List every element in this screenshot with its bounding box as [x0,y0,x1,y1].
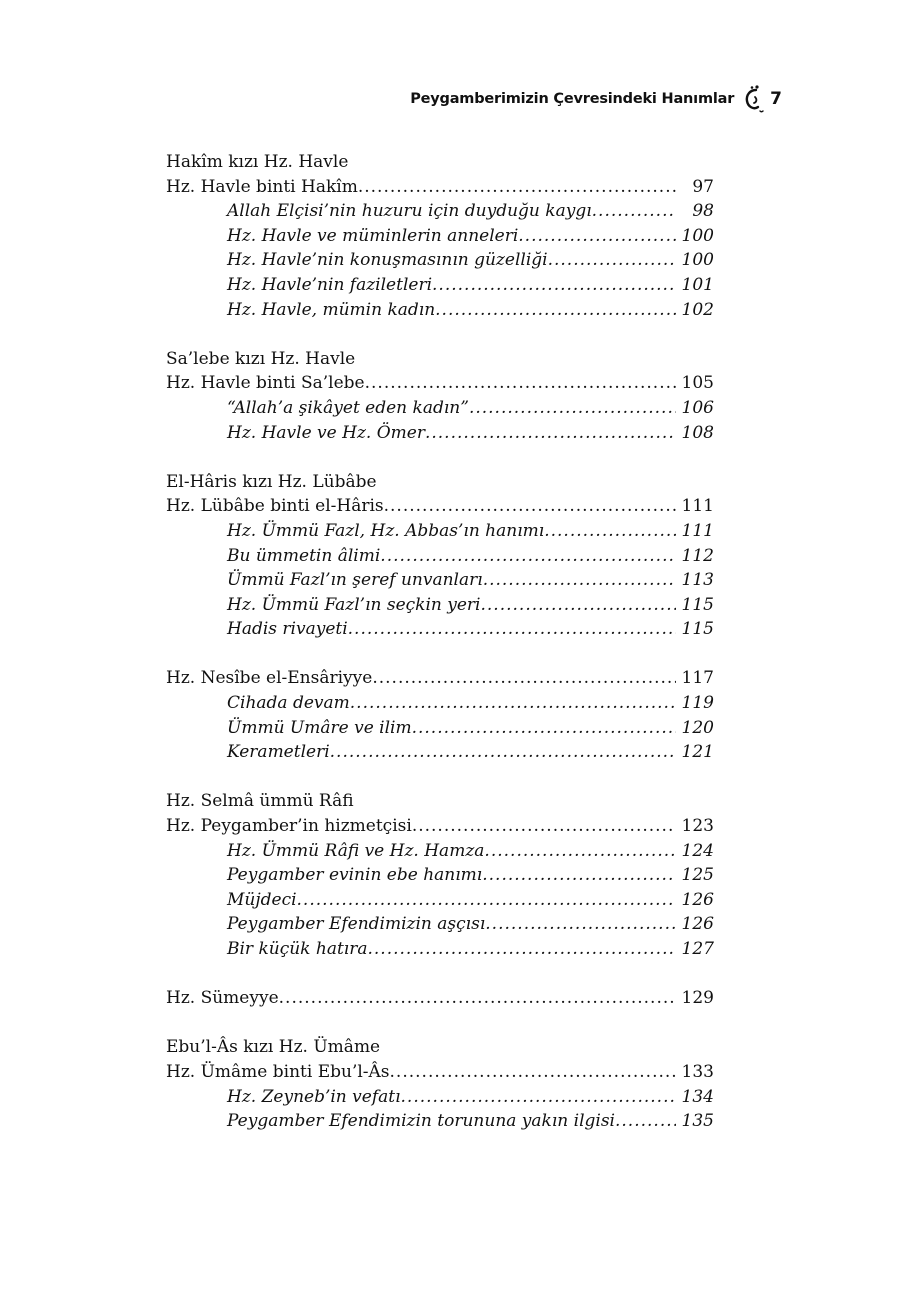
toc-sub-entry [166,273,714,298]
toc-sub-entry [166,888,714,913]
page-ref: 101 [681,274,714,295]
entry-title: Hz. Havle’nin faziletleri [227,274,433,295]
running-header [410,84,782,114]
entry-title: Hz. Ümmü Fazl, Hz. Abbas’ın hanımı [227,520,545,541]
toc-main-entry [166,175,714,200]
page-ref: 98 [692,201,714,222]
page-ref: 106 [681,397,714,418]
toc-section [166,666,714,764]
dot-leader [384,494,676,519]
entry-title: Hz. Nesîbe el-Ensâriyye [166,668,373,689]
toc-sub-entry [166,248,714,273]
page-ref: 105 [681,373,714,394]
page-ref: 133 [681,1061,714,1082]
toc-sub-entry [166,224,714,249]
section-heading-text: Ebu’l-Âs kızı Hz. Ümâme [166,1037,381,1058]
toc-sub-entry [166,519,714,544]
dot-leader [390,1060,676,1085]
toc-sub-entry [166,568,714,593]
page-ref: 127 [681,939,714,959]
dot-leader [469,396,676,421]
toc-sub-entry [166,740,714,765]
toc-section [166,150,714,322]
page-ref: 135 [681,1111,714,1132]
section-heading-text: Hz. Selmâ ümmü Râfi [166,791,354,812]
toc-section [166,1035,714,1133]
toc-section [166,986,714,1011]
entry-title: Bir küçük hatıra [227,939,368,959]
entry-title: Hz. Ümmü Fazl’ın seçkin yeri [227,594,481,615]
entry-title: Hz. Zeyneb’in vefatı [227,1086,401,1107]
section-heading [166,1035,714,1060]
page-ref: 126 [681,889,714,910]
toc-main-entry [166,1060,714,1085]
dot-leader [485,912,676,937]
toc-sub-entry [166,1085,714,1110]
entry-title: Hadis rivayeti [227,619,348,640]
page-ref: 111 [681,496,714,517]
entry-title: Hz. Peygamber’in hizmetçisi [166,816,412,837]
dot-leader [482,863,676,888]
toc-sub-entry [166,396,714,421]
dot-leader [518,224,676,249]
toc-sub-entry [166,716,714,741]
page-ref: 119 [681,693,714,714]
dot-leader [279,986,676,1011]
entry-title: Allah Elçisi’nin huzuru için duyduğu kaygı [227,201,592,222]
entry-title: Bu ümmetin âlimi [227,545,381,566]
dot-leader [401,1085,676,1110]
page-ref: 124 [681,840,714,861]
page-ref: 123 [681,816,714,837]
toc-sub-entry [166,617,714,642]
page-ref: 129 [681,988,714,1009]
dot-leader [435,298,676,323]
entry-title: Peygamber Efendimizin aşçısı [227,914,486,935]
entry-title: “Allah’a şikâyet eden kadın” [227,397,469,418]
entry-title: Hz. Ümmü Râfi ve Hz. Hamza [227,840,485,861]
page-ref: 117 [681,668,714,689]
page-number: 7 [770,89,782,109]
dot-leader [380,544,676,569]
dot-leader [358,175,676,200]
section-heading [166,789,714,814]
dot-leader [615,1109,676,1134]
dot-leader [297,888,676,913]
dot-leader [365,371,676,396]
toc-sub-entry [166,691,714,716]
section-heading-text: Sa’lebe kızı Hz. Havle [166,348,356,369]
dot-leader [330,740,676,765]
toc-main-entry [166,666,714,691]
entry-title: Hz. Havle binti Hakîm [166,176,358,197]
page-ref: 126 [681,914,714,935]
page-ref: 112 [681,545,714,566]
entry-title: Hz. Havle’nin konuşmasının güzelliği [227,250,548,271]
dot-leader [544,519,676,544]
page-ref: 125 [681,865,714,886]
running-title: Peygamberimizin Çevresindeki Hanımlar [410,91,735,107]
dot-leader [368,937,677,962]
entry-title: Hz. Havle ve müminlerin anneleri [227,225,519,246]
section-heading [166,470,714,495]
toc-sub-entry [166,593,714,618]
toc-section [166,789,714,961]
entry-title: Müjdeci [227,889,297,910]
page-ref: 115 [681,594,714,615]
page-ref: 102 [681,299,714,320]
entry-title: Hz. Havle ve Hz. Ömer [227,422,425,443]
toc-sub-entry [166,298,714,323]
toc-sub-entry [166,544,714,569]
toc-main-entry [166,986,714,1011]
toc-sub-entry [166,1109,714,1134]
page-ref: 108 [681,422,714,443]
entry-title: Peygamber Efendimizin torununa yakın ilgisi [227,1111,615,1132]
page-ref: 120 [681,717,714,738]
dot-leader [412,814,676,839]
dot-leader [425,421,676,446]
toc-sub-entry [166,839,714,864]
toc-main-entry [166,371,714,396]
dot-leader [481,593,677,618]
entry-title: Hz. Sümeyye [166,988,279,1009]
page-ref: 100 [681,250,714,271]
page-ref: 121 [681,742,714,763]
entry-title: Peygamber evinin ebe hanımı [227,865,483,886]
entry-title: Cihada devam [227,693,350,714]
toc-sub-entry [166,937,714,962]
page-ref: 97 [692,176,714,197]
dot-leader [484,839,676,864]
page-ref: 115 [681,619,714,640]
dot-leader [348,617,676,642]
section-heading-text: El-Hâris kızı Hz. Lübâbe [166,471,377,492]
section-heading [166,347,714,372]
entry-title: Hz. Havle, mümin kadın [227,299,436,320]
toc-section [166,347,714,445]
entry-title: Hz. Ümâme binti Ebu’l-Âs [166,1061,390,1082]
entry-title: Kerametleri [227,742,330,763]
page-ref: 134 [681,1086,714,1107]
dot-leader [483,568,676,593]
toc-section [166,470,714,642]
toc-sub-entry [166,912,714,937]
entry-title: Hz. Havle binti Sa’lebe [166,373,365,394]
entry-title: Ümmü Umâre ve ilim [227,717,412,738]
section-heading [166,150,714,175]
dot-leader [412,716,676,741]
table-of-contents [166,150,714,1158]
entry-title: Ümmü Fazl’ın şeref unvanları [227,570,483,591]
entry-title: Hz. Lübâbe binti el-Hâris [166,496,384,517]
dot-leader [432,273,676,298]
toc-sub-entry [166,863,714,888]
section-heading-text: Hakîm kızı Hz. Havle [166,152,349,172]
dot-leader [372,666,676,691]
dot-leader [548,248,676,273]
dot-leader [350,691,676,716]
page-ref: 111 [681,520,714,541]
page-ref: 113 [681,570,714,591]
toc-main-entry [166,494,714,519]
toc-sub-entry [166,199,714,224]
dot-leader [592,199,676,224]
calligraphic-ornament-icon [742,84,764,114]
toc-main-entry [166,814,714,839]
toc-sub-entry [166,421,714,446]
page-ref: 100 [681,225,714,246]
